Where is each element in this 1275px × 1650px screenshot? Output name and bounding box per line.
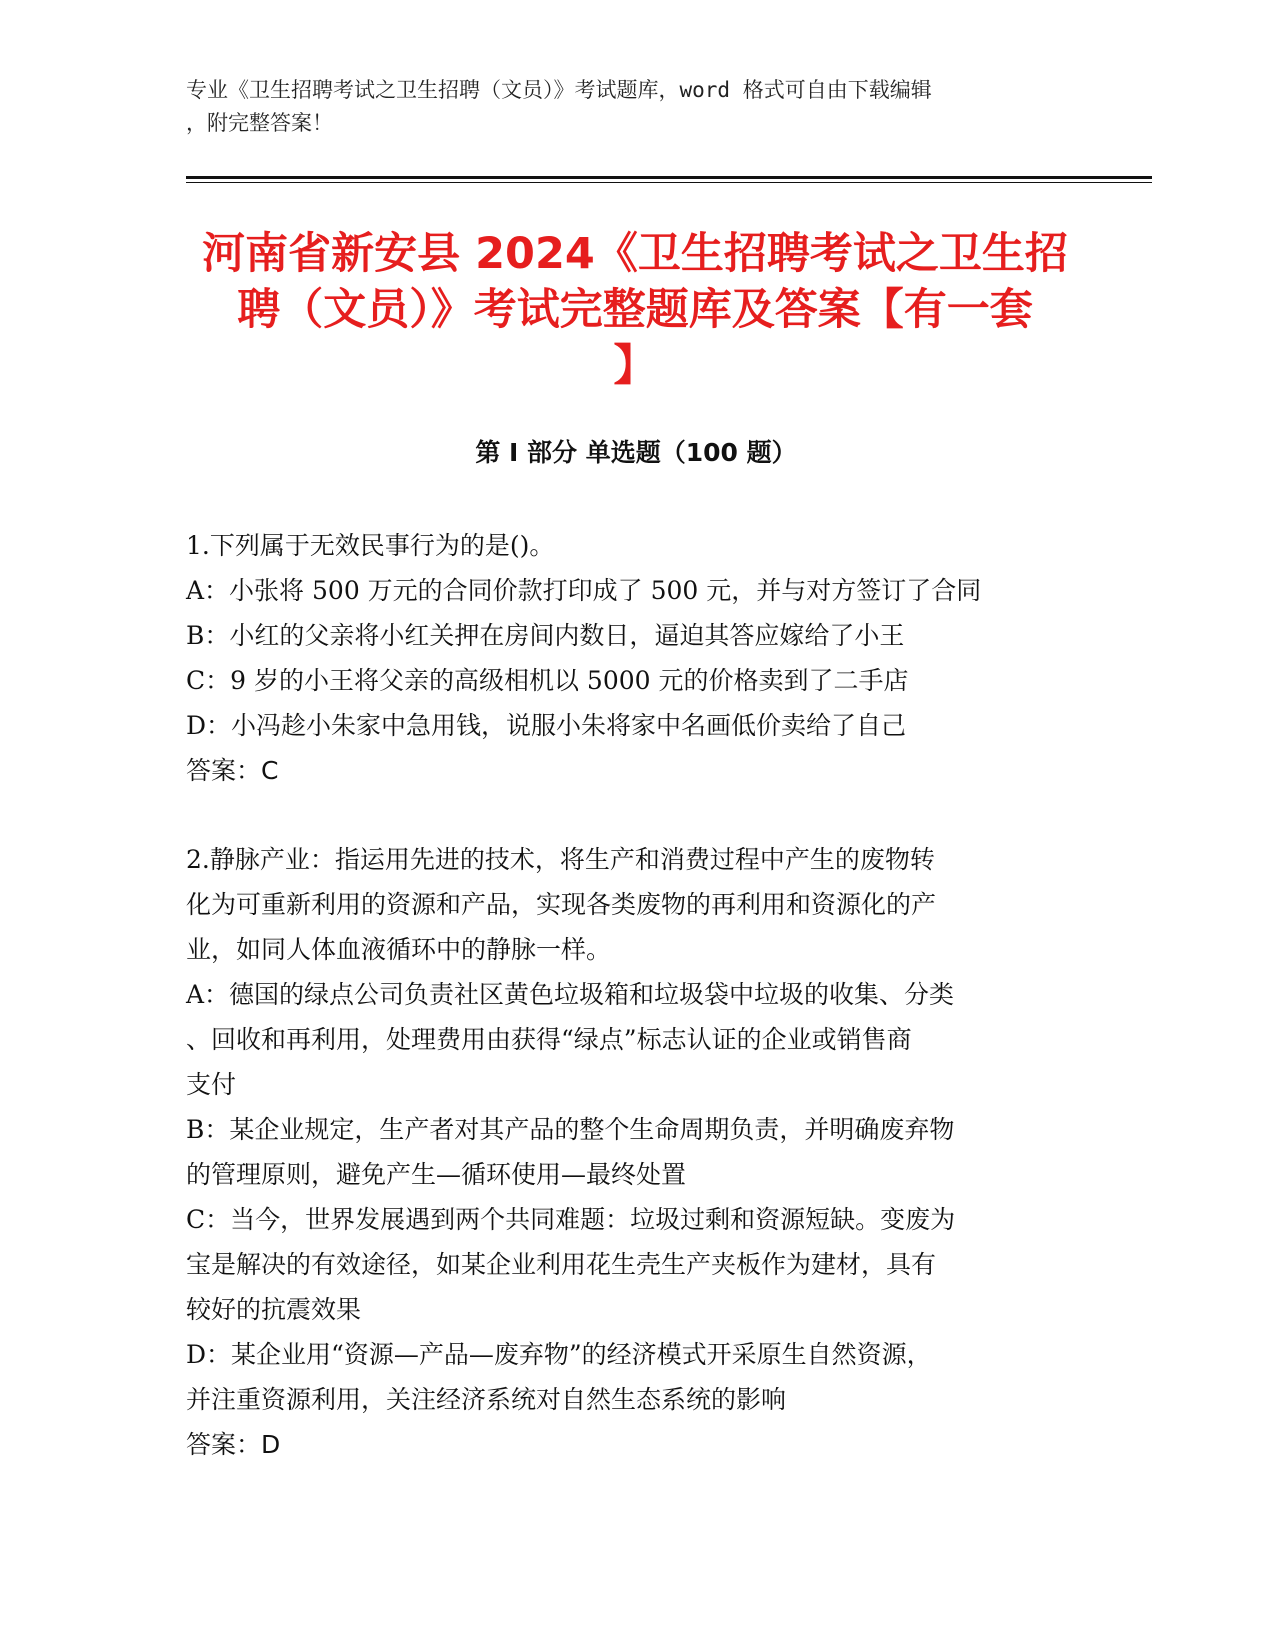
option-a: 、回收和再利用，处理费用由获得“绿点”标志认证的企业或销售商 (186, 1025, 912, 1054)
option-d: D：小冯趁小朱家中急用钱，说服小朱将家中名画低价卖给了自己 (186, 711, 907, 740)
header-note-line: ，附完整答案！ (186, 111, 333, 135)
header-divider (186, 176, 1152, 179)
option-d: 并注重资源利用，关注经济系统对自然生态系统的影响 (186, 1385, 787, 1414)
header-note-line: 专业《卫生招聘考试之卫生招聘（文员）》考试题库，word 格式可自由下载编辑 (186, 78, 932, 102)
option-a: A：德国的绿点公司负责社区黄色垃圾箱和垃圾袋中垃圾的收集、分类 (186, 980, 955, 1009)
document-title (180, 226, 1090, 394)
question-stem: 业，如同人体血液循环中的静脉一样。 (186, 935, 612, 964)
option-b: B：小红的父亲将小红关押在房间内数日，逼迫其答应嫁给了小王 (186, 621, 905, 650)
question-2 (186, 837, 1066, 1467)
option-c: 较好的抗震效果 (186, 1295, 362, 1324)
question-stem: 化为可重新利用的资源和产品，实现各类废物的再利用和资源化的产 (186, 890, 937, 919)
option-a: A：小张将 500 万元的合同价款打印成了 500 元，并与对方签订了合同 (186, 576, 982, 605)
question-stem: 2.静脉产业：指运用先进的技术，将生产和消费过程中产生的废物转 (186, 845, 935, 874)
answer: 答案：D (186, 1430, 281, 1459)
title-line: 河南省新安县 2024《卫生招聘考试之卫生招 (202, 229, 1068, 279)
header-divider-thin (186, 182, 1152, 183)
title-line: 】 (613, 341, 657, 391)
option-c: 宝是解决的有效途径，如某企业利用花生壳生产夹板作为建材，具有 (186, 1250, 937, 1279)
answer: 答案：C (186, 756, 279, 785)
title-line: 聘（文员）》考试完整题库及答案【有一套 (237, 285, 1033, 335)
question-1 (186, 523, 1066, 793)
header-note (186, 74, 1066, 140)
section-title: 第 I 部分 单选题（100 题） (475, 438, 797, 467)
question-list (186, 523, 1066, 1467)
question-stem: 1.下列属于无效民事行为的是()。 (186, 531, 555, 560)
option-a: 支付 (186, 1070, 237, 1099)
option-b: 的管理原则，避免产生—循环使用—最终处置 (186, 1160, 687, 1189)
option-d: D：某企业用“资源—产品—废弃物”的经济模式开采原生自然资源， (186, 1340, 932, 1369)
option-c: C：当今，世界发展遇到两个共同难题：垃圾过剩和资源短缺。变废为 (186, 1205, 956, 1234)
option-c: C：9 岁的小王将父亲的高级相机以 5000 元的价格卖到了二手店 (186, 666, 909, 695)
option-b: B：某企业规定，生产者对其产品的整个生命周期负责，并明确废弃物 (186, 1115, 955, 1144)
